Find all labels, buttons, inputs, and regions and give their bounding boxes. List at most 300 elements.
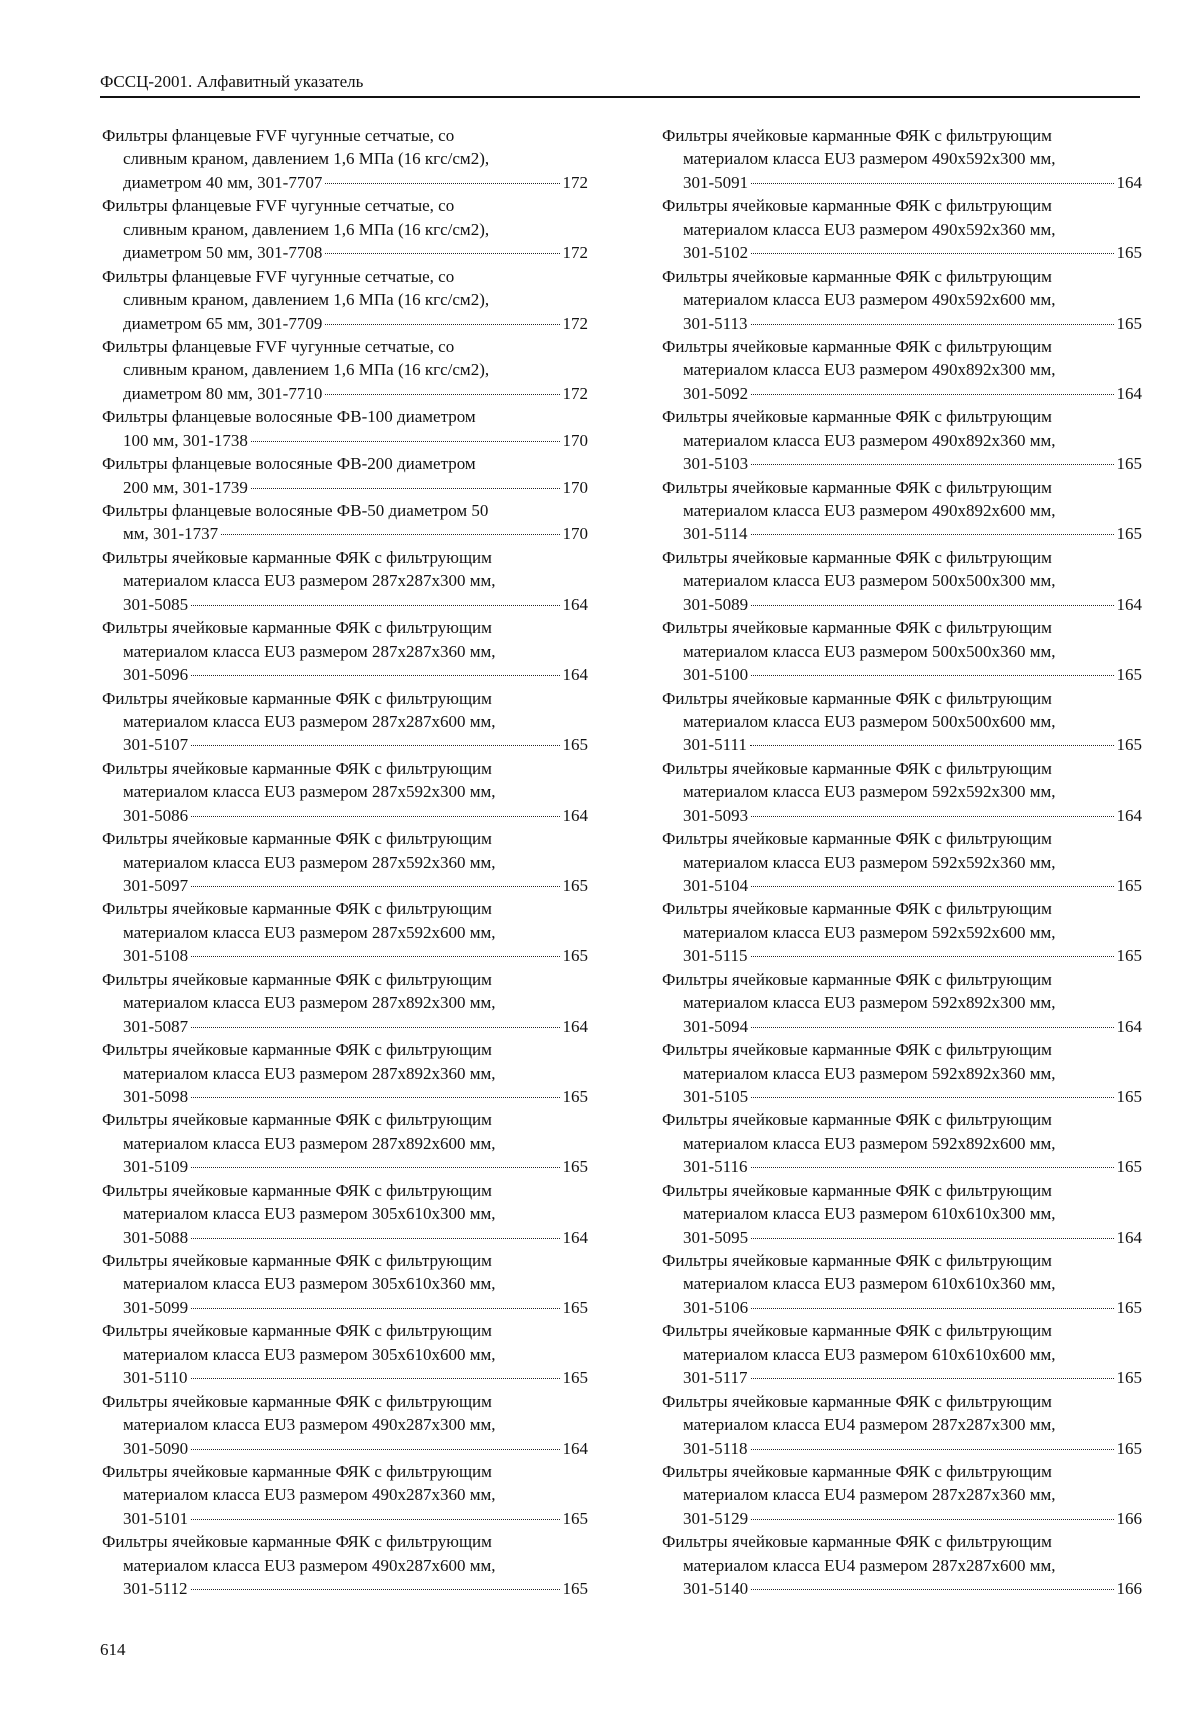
dot-leader (251, 488, 560, 489)
index-entry-last-line (662, 312, 1142, 335)
index-entry-line: 301-5106 (683, 1297, 749, 1317)
index-entry (102, 1319, 588, 1389)
index-entry-line: 301-5098 (123, 1086, 189, 1106)
index-entry-page: 165 (562, 1157, 588, 1177)
index-entry-last-line (102, 1155, 588, 1178)
index-entry-line: сливным краном, давлением 1,6 МПа (16 кгс/см2), (123, 219, 490, 239)
index-entry-line: Фильтры фланцевые волосяные ФВ-100 диаметром (102, 407, 476, 427)
index-entry-line: материалом класса EU3 размером 287x287x360 мм, (123, 641, 496, 661)
dot-leader (751, 1027, 1113, 1028)
index-entry-line: Фильтры ячейковые карманные ФЯК с фильтрующим (662, 899, 1052, 919)
index-entry-line: Фильтры ячейковые карманные ФЯК с фильтрующим (102, 1110, 492, 1130)
index-entry-line: Фильтры ячейковые карманные ФЯК с фильтрующим (102, 1391, 492, 1411)
dot-leader (751, 1308, 1113, 1309)
index-entry-line: диаметром 40 мм, 301-7707 (123, 172, 323, 192)
index-entry-line: Фильтры ячейковые карманные ФЯК с фильтрующим (102, 547, 492, 567)
index-entry-line: материалом класса EU3 размером 490x592x600 мм, (683, 290, 1056, 310)
index-entry (102, 897, 588, 967)
index-entry-line: Фильтры ячейковые карманные ФЯК с фильтрующим (662, 1110, 1052, 1130)
index-entry-line: материалом класса EU3 размером 305x610x360 мм, (123, 1274, 496, 1294)
index-entry-page: 165 (562, 1297, 588, 1317)
index-entry-last-line (662, 733, 1142, 756)
index-entry-line: материалом класса EU3 размером 490x592x300 мм, (683, 149, 1056, 169)
index-entry (102, 452, 588, 499)
index-entry-line: материалом класса EU3 размером 287x892x300 мм, (123, 993, 496, 1013)
index-entry (662, 265, 1142, 335)
index-entry-page: 166 (1116, 1508, 1142, 1528)
index-entry-last-line (102, 733, 588, 756)
index-entry-page: 164 (562, 1227, 588, 1247)
index-entry-line: материалом класса EU3 размером 305x610x600 мм, (123, 1344, 496, 1364)
dot-leader (751, 675, 1113, 676)
dot-leader (191, 1449, 559, 1450)
index-entry-line: материалом класса EU3 размером 287x892x600 мм, (123, 1133, 496, 1153)
index-entry-line: 301-5090 (123, 1438, 189, 1458)
index-entry-line: материалом класса EU4 размером 287x287x600 мм, (683, 1555, 1056, 1575)
index-entry-last-line (102, 1577, 588, 1600)
index-entry-page: 165 (1116, 454, 1142, 474)
index-entry-page: 165 (1116, 243, 1142, 263)
index-entry (102, 405, 588, 452)
index-entry-line: Фильтры фланцевые FVF чугунные сетчатые, со (102, 126, 455, 145)
index-entry-line: 301-5108 (123, 946, 189, 966)
index-entry-line: 100 мм, 301-1738 (123, 430, 248, 450)
index-entry-last-line (662, 1577, 1142, 1600)
index-entry-line: материалом класса EU3 размером 287x592x300 мм, (123, 782, 496, 802)
index-entry-line: 301-5089 (683, 594, 749, 614)
index-entry-line: 301-5101 (123, 1508, 189, 1528)
index-entry (662, 1530, 1142, 1600)
index-entry-line: 301-5096 (123, 665, 189, 685)
index-entry-line: 301-5100 (683, 665, 749, 685)
dot-leader (751, 1167, 1114, 1168)
index-entry-line: 301-5087 (123, 1016, 189, 1036)
index-entry-line: Фильтры ячейковые карманные ФЯК с фильтрующим (662, 1251, 1052, 1270)
index-entry-page: 164 (562, 665, 588, 685)
index-entry-line: Фильтры ячейковые карманные ФЯК с фильтрующим (662, 1321, 1052, 1341)
index-entry-last-line (102, 1226, 588, 1249)
index-entry-line: материалом класса EU3 размером 287x287x600 мм, (123, 711, 496, 731)
index-entry-line: 301-5094 (683, 1016, 749, 1036)
index-entry-last-line (102, 241, 588, 264)
index-entry (662, 616, 1142, 686)
index-entry-page: 164 (1116, 594, 1142, 614)
index-entry-last-line (662, 1015, 1142, 1038)
index-entry-line: сливным краном, давлением 1,6 МПа (16 кгс/см2), (123, 149, 490, 169)
index-entry-last-line (662, 241, 1142, 264)
dot-leader (191, 1308, 559, 1309)
dot-leader (191, 886, 559, 887)
index-entry-last-line (662, 804, 1142, 827)
index-entry-last-line (662, 1226, 1142, 1249)
index-entry (662, 335, 1142, 405)
index-entry-line: материалом класса EU3 размером 287x892x360 мм, (123, 1063, 496, 1083)
index-entry-line: Фильтры ячейковые карманные ФЯК с фильтрующим (662, 126, 1052, 145)
index-entry-line: Фильтры ячейковые карманные ФЯК с фильтрующим (662, 1461, 1052, 1481)
index-entry-line: материалом класса EU3 размером 305x610x300 мм, (123, 1204, 496, 1224)
index-entry-page: 165 (1116, 1297, 1142, 1317)
index-entry-line: 301-5097 (123, 876, 189, 895)
index-entry (662, 687, 1142, 757)
index-entry-page: 172 (562, 243, 588, 263)
index-entry-line: Фильтры ячейковые карманные ФЯК с фильтрующим (102, 1180, 492, 1200)
index-entry-line: 301-5103 (683, 454, 749, 474)
dot-leader (751, 1238, 1113, 1239)
index-entry-line: материалом класса EU3 размером 592x892x360 мм, (683, 1063, 1056, 1083)
index-entry-last-line (102, 382, 588, 405)
index-entry (102, 335, 588, 405)
index-entry (662, 1249, 1142, 1319)
dot-leader (751, 1449, 1114, 1450)
index-entry-page: 170 (562, 430, 588, 450)
index-entry-line: 301-5116 (683, 1157, 748, 1177)
index-entry-page: 165 (562, 1579, 588, 1599)
index-entry-page: 165 (562, 735, 588, 755)
index-entry-line: Фильтры ячейковые карманные ФЯК с фильтрующим (662, 266, 1052, 286)
index-entry-line: Фильтры ячейковые карманные ФЯК с фильтрующим (102, 1321, 492, 1341)
index-entry-last-line (662, 1085, 1142, 1108)
index-entry-last-line (102, 1296, 588, 1319)
index-entry-line: 301-5092 (683, 383, 749, 403)
index-entry-line: 301-5102 (683, 243, 749, 263)
index-entry-last-line (662, 382, 1142, 405)
index-entry-line: Фильтры ячейковые карманные ФЯК с фильтрующим (102, 1461, 492, 1481)
index-entry-last-line (662, 663, 1142, 686)
index-entry-last-line (102, 1085, 588, 1108)
index-entry-page: 164 (1116, 383, 1142, 403)
index-entry-line: диаметром 50 мм, 301-7708 (123, 243, 323, 263)
index-entry-line: материалом класса EU3 размером 500x500x600 мм, (683, 711, 1056, 731)
index-entry (662, 1038, 1142, 1108)
index-entry (662, 1460, 1142, 1530)
index-entry-last-line (662, 452, 1142, 475)
dot-leader (751, 886, 1113, 887)
index-entry-page: 165 (1116, 1438, 1142, 1458)
index-entry-line: материалом класса EU3 размером 592x592x360 мм, (683, 852, 1056, 872)
index-entry-last-line (662, 522, 1142, 545)
index-entry-line: Фильтры фланцевые FVF чугунные сетчатые, со (102, 336, 455, 356)
index-entry-last-line (102, 1507, 588, 1530)
index-entry-line: материалом класса EU3 размером 592x892x600 мм, (683, 1133, 1056, 1153)
dot-leader (751, 1097, 1113, 1098)
index-entry-last-line (662, 1437, 1142, 1460)
index-entry-line: 301-5140 (683, 1579, 749, 1599)
dot-leader (751, 1378, 1114, 1379)
index-entry-line: Фильтры ячейковые карманные ФЯК с фильтрующим (662, 1180, 1052, 1200)
index-entry (662, 546, 1142, 616)
index-entry-line: 301-5093 (683, 805, 749, 825)
index-entry-page: 165 (562, 1368, 588, 1388)
index-entry-line: Фильтры ячейковые карманные ФЯК с фильтрующим (662, 336, 1052, 356)
index-entry-line: Фильтры ячейковые карманные ФЯК с фильтрующим (662, 688, 1052, 708)
index-entry-page: 164 (1116, 1016, 1142, 1036)
page-number: 614 (100, 1640, 126, 1659)
index-entry-line: Фильтры ячейковые карманные ФЯК с фильтрующим (662, 1040, 1052, 1060)
index-entry-page: 170 (562, 524, 588, 544)
index-entry-line: Фильтры ячейковые карманные ФЯК с фильтрующим (102, 618, 492, 638)
index-entry-line: материалом класса EU3 размером 610x610x600 мм, (683, 1344, 1056, 1364)
index-entry-page: 165 (1116, 313, 1142, 333)
index-entry-page: 165 (562, 876, 588, 895)
index-column-right (662, 124, 1142, 1601)
dot-leader (751, 534, 1114, 535)
index-entry-line: Фильтры фланцевые FVF чугунные сетчатые, со (102, 266, 455, 286)
dot-leader (751, 816, 1113, 817)
index-entry (662, 1179, 1142, 1249)
index-entry-line: Фильтры ячейковые карманные ФЯК с фильтрующим (102, 1040, 492, 1060)
index-entry-line: Фильтры ячейковые карманные ФЯК с фильтрующим (102, 758, 492, 778)
dot-leader (191, 1589, 560, 1590)
dot-leader (191, 816, 559, 817)
index-entry-line: Фильтры ячейковые карманные ФЯК с фильтрующим (102, 899, 492, 919)
index-entry (662, 1319, 1142, 1389)
index-entry-page: 165 (562, 1508, 588, 1528)
dot-leader (751, 253, 1113, 254)
index-entry-line: 301-5110 (123, 1368, 188, 1388)
index-entry-line: сливным краном, давлением 1,6 МПа (16 кгс/см2), (123, 360, 490, 380)
index-entry (102, 968, 588, 1038)
index-entry (662, 827, 1142, 897)
index-entry (102, 1108, 588, 1178)
index-entry-line: 301-5105 (683, 1086, 749, 1106)
dot-leader (191, 675, 559, 676)
index-entry-line: Фильтры фланцевые FVF чугунные сетчатые, со (102, 196, 455, 216)
index-entry-page: 172 (562, 172, 588, 192)
index-entry (102, 827, 588, 897)
index-entry-line: материалом класса EU3 размером 592x892x300 мм, (683, 993, 1056, 1013)
index-entry-line: 301-5115 (683, 946, 748, 966)
index-entry-line: Фильтры ячейковые карманные ФЯК с фильтрующим (102, 1251, 492, 1270)
index-entry-line: 301-5086 (123, 805, 189, 825)
index-entry (102, 1179, 588, 1249)
index-entry-last-line (662, 1155, 1142, 1178)
index-entry-page: 165 (1116, 876, 1142, 895)
index-entry (662, 194, 1142, 264)
dot-leader (751, 394, 1113, 395)
index-entry-line: 301-5099 (123, 1297, 189, 1317)
index-entry-line: сливным краном, давлением 1,6 МПа (16 кгс/см2), (123, 290, 490, 310)
index-entry (102, 1460, 588, 1530)
index-entry-line: 301-5118 (683, 1438, 748, 1458)
header-title: ФССЦ-2001. Алфавитный указатель (100, 72, 364, 91)
index-entry (102, 1530, 588, 1600)
index-entry-line: материалом класса EU3 размером 610x610x360 мм, (683, 1274, 1056, 1294)
index-entry-last-line (662, 593, 1142, 616)
dot-leader (191, 1519, 559, 1520)
index-entry-line: Фильтры ячейковые карманные ФЯК с фильтрующим (102, 829, 492, 849)
index-entry-line: Фильтры ячейковые карманные ФЯК с фильтрующим (102, 1532, 492, 1552)
index-entry-line: Фильтры фланцевые волосяные ФВ-200 диаметром (102, 454, 476, 474)
index-entry (662, 405, 1142, 475)
index-entry-line: Фильтры ячейковые карманные ФЯК с фильтрующим (662, 618, 1052, 638)
index-entry-line: Фильтры ячейковые карманные ФЯК с фильтрующим (662, 1391, 1052, 1411)
index-entry-line: 301-5113 (683, 313, 748, 333)
index-entry-line: 301-5088 (123, 1227, 189, 1247)
dot-leader (325, 253, 559, 254)
index-entry-page: 165 (1116, 1368, 1142, 1388)
dot-leader (325, 183, 559, 184)
index-entry-line: материалом класса EU3 размером 610x610x300 мм, (683, 1204, 1056, 1224)
index-entry-line: 301-5111 (683, 735, 747, 755)
index-entry-last-line (662, 874, 1142, 897)
index-entry (662, 897, 1142, 967)
index-entry-line: Фильтры ячейковые карманные ФЯК с фильтрующим (662, 1532, 1052, 1552)
index-entry-line: материалом класса EU3 размером 490x287x600 мм, (123, 1555, 496, 1575)
dot-leader (751, 605, 1113, 606)
dot-leader (191, 1167, 559, 1168)
dot-leader (191, 605, 559, 606)
index-entry-line: Фильтры ячейковые карманные ФЯК с фильтрующим (662, 969, 1052, 989)
index-entry-page: 164 (562, 805, 588, 825)
index-entry (102, 1038, 588, 1108)
dot-leader (191, 956, 559, 957)
dot-leader (325, 394, 559, 395)
index-entry-line: материалом класса EU3 размером 592x592x300 мм, (683, 782, 1056, 802)
index-entry-line: диаметром 65 мм, 301-7709 (123, 313, 323, 333)
index-entry (102, 616, 588, 686)
dot-leader (325, 324, 559, 325)
index-entry-line: Фильтры ячейковые карманные ФЯК с фильтрующим (662, 407, 1052, 427)
index-entry-line: Фильтры ячейковые карманные ФЯК с фильтрующим (662, 547, 1052, 567)
index-entry (662, 1108, 1142, 1178)
index-entry (102, 1249, 588, 1319)
index-entry-last-line (102, 171, 588, 194)
index-entry-line: 301-5091 (683, 172, 749, 192)
index-entry (662, 968, 1142, 1038)
index-entry-page: 165 (1116, 524, 1142, 544)
index-entry-line: Фильтры ячейковые карманные ФЯК с фильтрующим (102, 969, 492, 989)
index-entry (102, 1390, 588, 1460)
index-entry-line: материалом класса EU3 размером 490x287x300 мм, (123, 1415, 496, 1435)
index-entry-last-line (102, 593, 588, 616)
dot-leader (191, 1238, 559, 1239)
dot-leader (751, 1589, 1113, 1590)
index-entry-line: 301-5085 (123, 594, 189, 614)
index-entry-page: 164 (562, 1438, 588, 1458)
index-entry-last-line (662, 944, 1142, 967)
index-entry-line: материалом класса EU3 размером 287x592x600 мм, (123, 922, 496, 942)
index-entry-last-line (662, 1296, 1142, 1319)
index-entry-line: 200 мм, 301-1739 (123, 477, 248, 497)
index-entry-line: материалом класса EU3 размером 490x892x300 мм, (683, 360, 1056, 380)
index-entry-line: материалом класса EU3 размером 490x592x360 мм, (683, 219, 1056, 239)
index-entry-line: материалом класса EU3 размером 287x287x300 мм, (123, 571, 496, 591)
index-entry-last-line (102, 1437, 588, 1460)
index-entry (662, 124, 1142, 194)
index-entry (662, 476, 1142, 546)
index-entry-last-line (102, 429, 588, 452)
index-entry-page: 172 (562, 313, 588, 333)
index-entry-page: 165 (1116, 946, 1142, 966)
index-entry-page: 164 (562, 1016, 588, 1036)
index-entry-last-line (102, 522, 588, 545)
index-entry-line: диаметром 80 мм, 301-7710 (123, 383, 323, 403)
index-entry-last-line (102, 874, 588, 897)
index-entry-line: 301-5114 (683, 524, 748, 544)
dot-leader (751, 183, 1113, 184)
index-entry-line: Фильтры ячейковые карманные ФЯК с фильтрующим (662, 829, 1052, 849)
dot-leader (191, 1097, 559, 1098)
index-entry-page: 165 (1116, 735, 1142, 755)
dot-leader (751, 1519, 1113, 1520)
index-entry-last-line (662, 1507, 1142, 1530)
index-entry (102, 687, 588, 757)
index-entry-line: материалом класса EU3 размером 592x592x600 мм, (683, 922, 1056, 942)
index-entry-line: Фильтры ячейковые карманные ФЯК с фильтрующим (102, 688, 492, 708)
index-entry-line: материалом класса EU3 размером 287x592x360 мм, (123, 852, 496, 872)
index-column-left (102, 124, 588, 1601)
index-entry-page: 164 (1116, 805, 1142, 825)
index-entry-line: 301-5112 (123, 1579, 188, 1599)
index-entry-page: 172 (562, 383, 588, 403)
index-entry-page: 165 (1116, 1157, 1142, 1177)
dot-leader (191, 745, 559, 746)
index-entry (102, 265, 588, 335)
index-entry (102, 499, 588, 546)
index-entry-line: Фильтры ячейковые карманные ФЯК с фильтрующим (662, 477, 1052, 497)
index-entry-line: материалом класса EU3 размером 500x500x360 мм, (683, 641, 1056, 661)
index-entry-last-line (102, 1015, 588, 1038)
dot-leader (751, 464, 1113, 465)
index-entry-line: материалом класса EU3 размером 490x892x360 мм, (683, 430, 1056, 450)
index-entry-page: 165 (562, 1086, 588, 1106)
dot-leader (191, 1378, 560, 1379)
index-entry-last-line (102, 944, 588, 967)
index-entry-page: 170 (562, 477, 588, 497)
index-entry-line: 301-5129 (683, 1508, 749, 1528)
index-entry-line: материалом класса EU3 размером 490x287x360 мм, (123, 1485, 496, 1505)
index-entry (102, 546, 588, 616)
dot-leader (750, 745, 1114, 746)
index-entry-line: 301-5107 (123, 735, 189, 755)
index-entry-line: Фильтры ячейковые карманные ФЯК с фильтрующим (662, 196, 1052, 216)
page-header (100, 68, 1140, 98)
index-entry-line: 301-5109 (123, 1157, 189, 1177)
index-entry-last-line (662, 171, 1142, 194)
index-entry (662, 1390, 1142, 1460)
index-entry-page: 165 (1116, 1086, 1142, 1106)
index-entry-page: 165 (1116, 665, 1142, 685)
dot-leader (751, 324, 1114, 325)
index-entry-last-line (102, 312, 588, 335)
index-entry-line: 301-5095 (683, 1227, 749, 1247)
index-entry-line: материалом класса EU3 размером 500x500x300 мм, (683, 571, 1056, 591)
index-entry (102, 757, 588, 827)
index-entry-line: Фильтры ячейковые карманные ФЯК с фильтрующим (662, 758, 1052, 778)
index-entry-line: Фильтры фланцевые волосяные ФВ-50 диаметром 50 (102, 501, 489, 520)
dot-leader (751, 956, 1114, 957)
index-entry-last-line (102, 476, 588, 499)
index-entry-page: 165 (562, 946, 588, 966)
index-entry-line: материалом класса EU4 размером 287x287x360 мм, (683, 1485, 1056, 1505)
dot-leader (251, 441, 560, 442)
index-entry-line: материалом класса EU3 размером 490x892x600 мм, (683, 501, 1056, 520)
index-entry-last-line (102, 804, 588, 827)
index-entry-page: 164 (1116, 1227, 1142, 1247)
index-entry-line: мм, 301-1737 (123, 524, 219, 544)
index-entry (662, 757, 1142, 827)
index-entry (102, 194, 588, 264)
index-entry-line: 301-5117 (683, 1368, 748, 1388)
index-entry-page: 164 (562, 594, 588, 614)
index-entry-last-line (102, 1366, 588, 1389)
index-entry (102, 124, 588, 194)
index-entry-last-line (102, 663, 588, 686)
index-entry-line: 301-5104 (683, 876, 749, 895)
index-entry-line: материалом класса EU4 размером 287x287x300 мм, (683, 1415, 1056, 1435)
dot-leader (191, 1027, 559, 1028)
index-entry-last-line (662, 1366, 1142, 1389)
